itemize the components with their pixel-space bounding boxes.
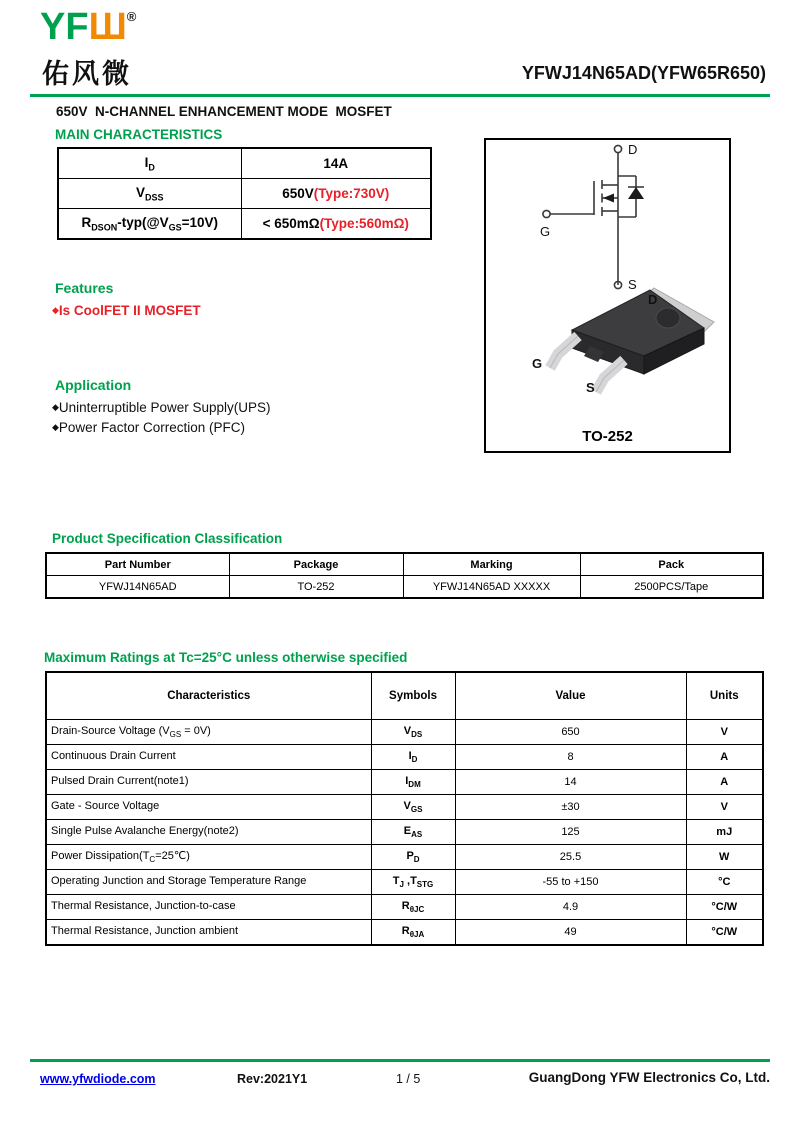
package-drain-label: D — [648, 292, 658, 307]
col-marking: Marking — [403, 553, 580, 576]
symbol-drain-label: D — [628, 142, 638, 157]
characteristic-cell: Drain-Source Voltage $(V_{GS} = 0V)$ — [46, 720, 371, 745]
table-row — [46, 920, 763, 946]
value-cell: 25.5 — [455, 845, 686, 870]
table-row — [46, 845, 763, 870]
unit-cell: °C/W — [686, 895, 763, 920]
symbol-cell: $V_{GS}$ — [371, 795, 455, 820]
param-label: $R_{DSON}-typ(@V_{GS}=10V)$ — [58, 209, 241, 240]
value-cell: 49 — [455, 920, 686, 946]
registered-mark: ® — [126, 9, 137, 24]
product-spec-heading: Product Specification Classification — [52, 531, 283, 546]
value-cell: 14 — [455, 770, 686, 795]
symbol-cell: $P_D$ — [371, 845, 455, 870]
characteristic-cell: Gate - Source Voltage — [46, 795, 371, 820]
unit-cell: V — [686, 795, 763, 820]
value-cell: 650 — [455, 720, 686, 745]
col-pack: Pack — [580, 553, 763, 576]
value-cell: 4.9 — [455, 895, 686, 920]
symbol-cell: $E_{AS}$ — [371, 820, 455, 845]
logo-chinese-name: 佑风微 — [42, 59, 132, 89]
symbol-cell: $V_{DS}$ — [371, 720, 455, 745]
table-header-row — [46, 553, 763, 576]
feature-item: ◆Is CoolFET II MOSFET — [52, 303, 201, 318]
symbol-source-label: S — [628, 277, 637, 292]
symbol-cell: $T_J$ $,T_{STG}$ — [371, 870, 455, 895]
symbol-cell: $I_{DM}$ — [371, 770, 455, 795]
characteristic-cell: Thermal Resistance, Junction ambient — [46, 920, 371, 946]
website-link[interactable]: www.yfwdiode.com — [40, 1072, 156, 1086]
symbol-gate-label: G — [540, 224, 551, 239]
max-ratings-table — [45, 671, 764, 946]
application-item: ◆Power Factor Correction (PFC) — [52, 420, 245, 435]
unit-cell: A — [686, 770, 763, 795]
characteristic-cell: Power $Dissipation(T_C=25℃)$ — [46, 845, 371, 870]
logo-w-glyph: Ш — [88, 6, 127, 48]
product-spec-table — [45, 552, 764, 599]
param-label: $V_{DSS}$ — [58, 179, 241, 209]
col-package: Package — [229, 553, 403, 576]
characteristic-cell: Thermal Resistance, Junction-to-case — [46, 895, 371, 920]
table-row — [46, 576, 763, 599]
bullet-icon: ◆ — [52, 402, 59, 412]
table-row — [46, 820, 763, 845]
col-characteristics: Characteristics — [46, 672, 371, 720]
table-row — [58, 148, 431, 179]
mosfet-symbol — [486, 140, 729, 290]
marking-cell: YFWJ14N65AD XXXXX — [403, 576, 580, 599]
symbol-cell: $I_D$ — [371, 745, 455, 770]
logo-text — [40, 6, 136, 48]
bullet-icon: ◆ — [52, 422, 59, 432]
characteristic-cell: Operating Junction and Storage Temperature Range — [46, 870, 371, 895]
package-caption: TO-252 — [582, 428, 633, 445]
param-label: $I_D$ — [58, 148, 241, 179]
value-cell: ±30 — [455, 795, 686, 820]
table-row — [46, 895, 763, 920]
param-value: 14A — [241, 148, 431, 179]
value-cell: 125 — [455, 820, 686, 845]
figure-box — [484, 138, 731, 453]
main-characteristics-table — [57, 147, 432, 240]
company-logo — [40, 8, 136, 46]
package-cell: TO-252 — [229, 576, 403, 599]
param-value: < 650mΩ(Type:560mΩ) — [241, 209, 431, 240]
main-characteristics-heading: MAIN CHARACTERISTICS — [55, 127, 223, 142]
bullet-icon: ◆ — [52, 305, 59, 315]
table-row — [46, 745, 763, 770]
application-item: ◆Uninterruptible Power Supply(UPS) — [52, 400, 271, 415]
table-row — [58, 179, 431, 209]
characteristic-cell: Continuous Drain Current — [46, 745, 371, 770]
table-row — [46, 795, 763, 820]
value-cell: -55 to +150 — [455, 870, 686, 895]
page-number: 1 / 5 — [396, 1072, 421, 1086]
symbol-cell: $R_{\theta JA}$ — [371, 920, 455, 946]
max-ratings-heading: Maximum Ratings at Tc=25°C unless otherwise specified — [44, 650, 408, 665]
characteristic-cell: Single Pulse Avalanche Energy(note2) — [46, 820, 371, 845]
symbol-cell: $R_{\theta JC}$ — [371, 895, 455, 920]
pack-cell: 2500PCS/Tape — [580, 576, 763, 599]
features-heading: Features — [55, 280, 114, 296]
table-row — [46, 770, 763, 795]
unit-cell: °C/W — [686, 920, 763, 946]
unit-cell: A — [686, 745, 763, 770]
col-value: Value — [455, 672, 686, 720]
unit-cell: W — [686, 845, 763, 870]
param-value: 650V(Type:730V) — [241, 179, 431, 209]
unit-cell: °C — [686, 870, 763, 895]
characteristic-cell: Pulsed Drain Current(note1) — [46, 770, 371, 795]
package-image — [486, 280, 729, 405]
package-gate-label: G — [532, 356, 543, 371]
application-heading: Application — [55, 377, 132, 393]
table-header-row — [46, 672, 763, 720]
revision-label: Rev:2021Y1 — [237, 1072, 308, 1086]
part-number-cell: YFWJ14N65AD — [46, 576, 229, 599]
subtitle: 650V N-CHANNEL ENHANCEMENT MODE MOSFET — [56, 104, 392, 119]
col-symbols: Symbols — [371, 672, 455, 720]
col-units: Units — [686, 672, 763, 720]
table-row — [46, 870, 763, 895]
table-row — [58, 209, 431, 240]
footer-rule — [30, 1059, 770, 1062]
col-part-number: Part Number — [46, 553, 229, 576]
unit-cell: mJ — [686, 820, 763, 845]
page-title: YFWJ14N65AD(YFW65R650) — [521, 63, 766, 83]
unit-cell: V — [686, 720, 763, 745]
package-source-label: S — [586, 380, 595, 395]
logo-yf: YF — [40, 6, 89, 48]
value-cell: 8 — [455, 745, 686, 770]
company-name: GuangDong YFW Electronics Co, Ltd. — [528, 1070, 770, 1085]
table-row — [46, 720, 763, 745]
header-rule — [30, 94, 770, 97]
